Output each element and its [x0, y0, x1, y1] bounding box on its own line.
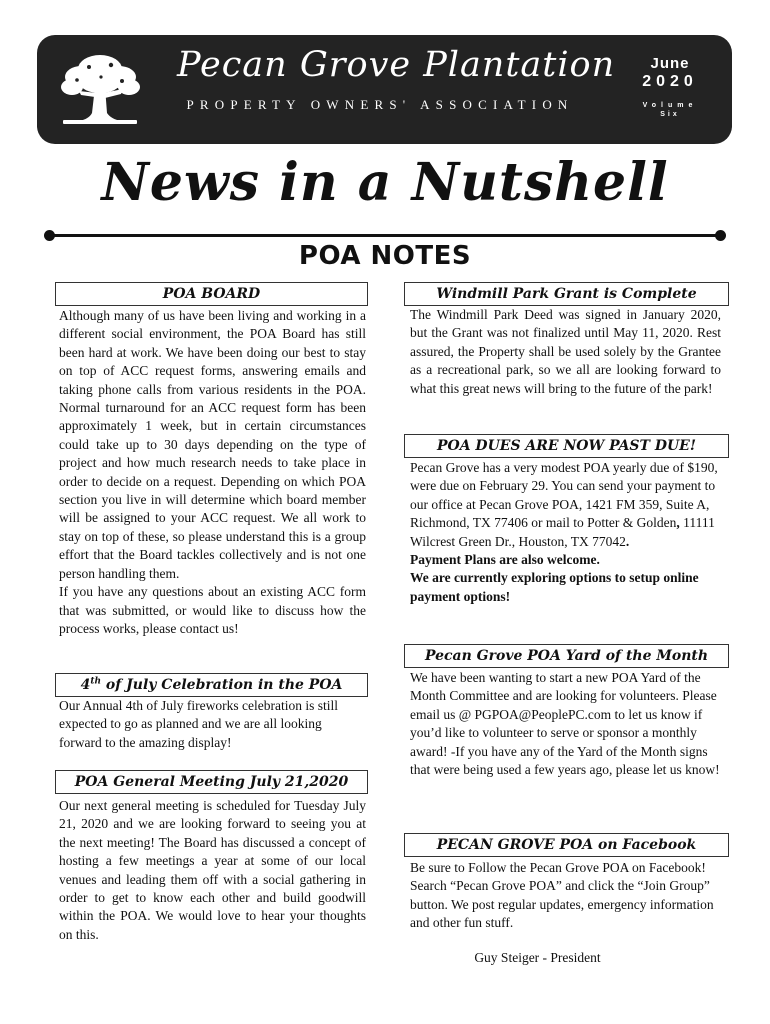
divider-dot-right	[715, 230, 726, 241]
dues-online-payment: We are currently exploring options to setup online payment options!	[410, 570, 699, 604]
issue-info	[615, 55, 725, 119]
dues-payment-plans: Payment Plans are also welcome.	[410, 552, 600, 568]
issue-month: June	[650, 55, 690, 72]
july4-heading	[55, 673, 368, 697]
general-meeting-body: Our next general meeting is scheduled for Tuesday July 21, 2020 and we are looking forward to seeing you at the next meeting! The Board has discussed a concept of hosting a few meetings a year at some of our local venues and leading them off with a social gathering in order to get to know each other and build goodwill within the POA. We would love to hear your thoughts on this.	[59, 798, 366, 942]
dues-heading: POA DUES ARE NOW PAST DUE!	[404, 434, 729, 458]
dues-text	[410, 459, 722, 551]
section-title: POA NOTES	[298, 241, 472, 271]
issue-volume-label: Volume	[642, 102, 698, 109]
windmill-body: The Windmill Park Deed was signed in January 2020, but the Grant was not finalized until May 11, 2020. Rest assured, the Property shall be used solely by the Grantee as a recreational park, so we all are looking forward to what this great news will bring to the future of the park!	[410, 307, 721, 396]
masthead-title: News in a Nutshell	[101, 152, 669, 213]
general-meeting-heading: POA General Meeting July 21,2020	[55, 770, 368, 794]
poa-board-paragraph-2: If you have any questions about an existing ACC form that was submitted, or would like to discuss how the process works, please contact us!	[59, 584, 366, 636]
banner-title: Pecan Grove Plantation	[177, 45, 616, 85]
yard-heading: Pecan Grove POA Yard of the Month	[404, 644, 729, 668]
oak-tree-icon	[59, 47, 141, 127]
poa-board-body	[59, 307, 366, 638]
july4-heading-number: 4	[80, 677, 91, 693]
header-banner	[37, 35, 732, 144]
july4-body: Our Annual 4th of July fireworks celebration is still expected to go as planned and we are all looking forward to the amazing display!	[59, 698, 338, 750]
july4-heading-text: of July Celebration in the POA	[101, 677, 343, 693]
poa-board-paragraph-1: Although many of us have been living and working in a different social environment, the POA Board has still been hard at work. We have been doing our best to stay on top of ACC request forms, answering emails and taking phone calls from various residents in the POA. Normal turnaround for an ACC request form has been approximately 1 week, but in certain circumstances could take up to 30 days depending on the type of project and how much research needs to take place in order to decide on a request. Depending on which POA section you live in will determine which board member will be assigned to your ACC request. We all work to stay on top of these, so please understand this is a group effort that the Board tackles collectively and is not one person handling them.	[59, 308, 366, 581]
windmill-heading: Windmill Park Grant is Complete	[404, 282, 729, 306]
facebook-heading: PECAN GROVE POA on Facebook	[404, 833, 729, 857]
facebook-body: Be sure to Follow the Pecan Grove POA on Facebook! Search “Pecan Grove POA” and click the “Join Group” button. We post regular updates, emergency information and other fun stuff.	[410, 860, 714, 931]
poa-board-heading: POA BOARD	[55, 282, 368, 306]
signature: Guy Steiger - President	[474, 950, 601, 965]
divider-dot-left	[44, 230, 55, 241]
july4-heading-suffix: th	[90, 676, 102, 687]
yard-body: We have been wanting to start a new POA Yard of the Month Committee and are looking for volunteers. Please email us @ PGPOA@PeoplePC.com to let us know if you’d like to volunteer to serve or sponsor a monthly award! -If you have any of the Yard of the Month signs that were being used a few years ago, please let us know!	[410, 670, 720, 778]
issue-year: 2020	[642, 73, 698, 90]
dues-comma: ,	[676, 515, 680, 531]
dues-body	[410, 459, 722, 606]
dues-text-part-2: 11111 Wilcrest Green Dr., Houston, TX 77042	[410, 515, 715, 549]
banner-subtitle: PROPERTY OWNERS' ASSOCIATION	[186, 97, 574, 112]
dues-text-part-1: Pecan Grove has a very modest POA yearly due of $190, were due on February 29. You can send your payment to our office at Pecan Grove POA, 1421 FM 359, Suite A, Richmond, TX 77406 or mail to Potter & Golden	[410, 460, 718, 531]
issue-volume-number: Six	[660, 111, 680, 118]
masthead-divider	[50, 234, 720, 237]
dues-period: .	[625, 533, 630, 549]
